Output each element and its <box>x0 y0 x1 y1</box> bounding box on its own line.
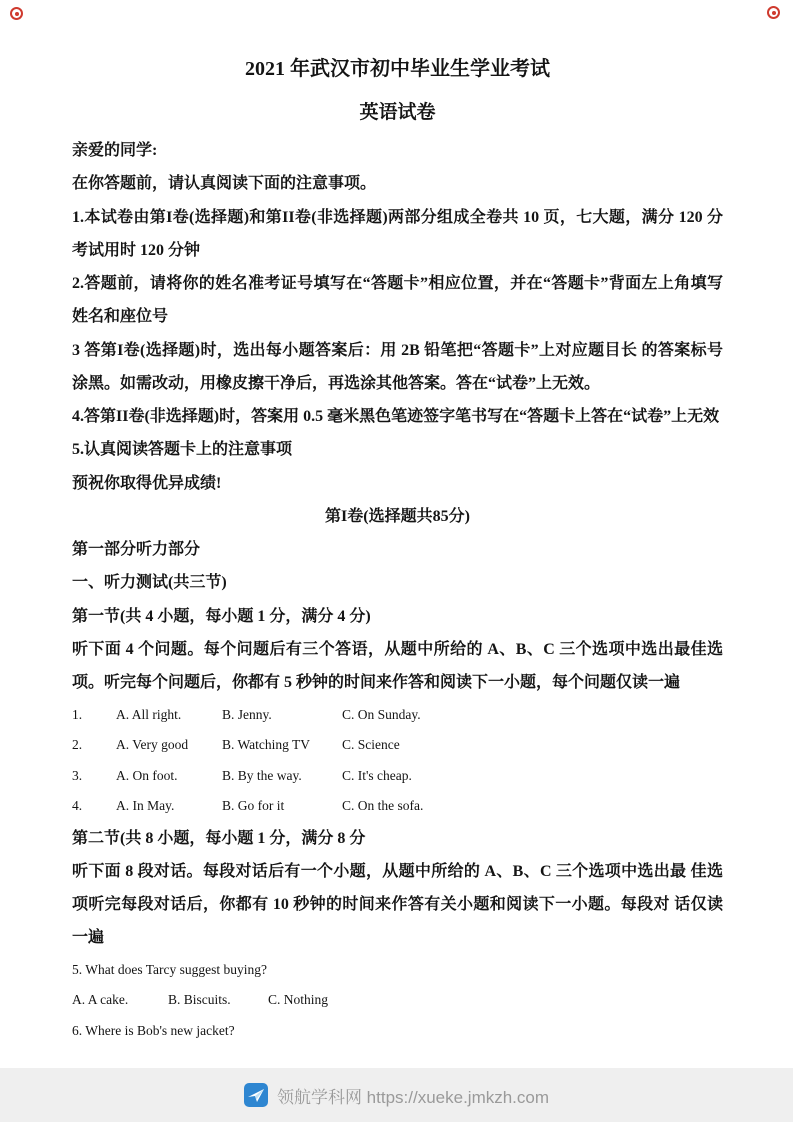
option-b: B. Jenny. <box>222 706 272 722</box>
part1-heading: 第一部分听力部分 <box>72 541 201 559</box>
question-number: 1. <box>72 706 83 722</box>
notice-3: 3 答第I卷(选择题)时，选出每小题答案后：用 2B 铅笔把“答题卡”上对应题目长 的答案标号涂黑。如需改动，用橡皮擦干净后，再选涂其他答案。答在“试卷”上无效。 <box>72 341 723 392</box>
notice-2: 2.答题前，请将你的姓名准考证号填写在“答题卡”相应位置，并在“答题卡”背面左上角填写姓名和座位号 <box>72 275 723 326</box>
good-luck-line: 预祝你取得优异成绩! <box>72 474 222 492</box>
listening-heading: 一、听力测试(共三节) <box>72 574 227 592</box>
option-c: C. Nothing <box>268 992 329 1008</box>
option-b: B. Go for it <box>222 798 285 814</box>
section2-instruction: 听下面 8 段对话。每段对话后有一个小题，从题中所给的 A、B、C 三个选项中选出最 佳选项听完每段对话后，你都有 10 秒钟的时间来作答有关小题和阅读下一小题。每段对 话仅读一遍 <box>72 862 723 947</box>
footer-watermark-bar <box>0 1068 793 1122</box>
greeting-line: 亲爱的同学: <box>72 142 158 159</box>
option-c: C. It's cheap. <box>342 767 412 783</box>
section1-heading: 第一节(共 4 小题，每小题 1 分，满分 4 分) <box>72 607 371 625</box>
question-row-4 <box>72 791 723 822</box>
section2-heading: 第二节(共 8 小题，每小题 1 分，满分 8 分 <box>72 829 366 847</box>
option-b: B. Watching TV <box>222 737 311 753</box>
question-5: 5. What does Tarcy suggest buying? <box>72 961 268 977</box>
option-c: C. On the sofa. <box>342 798 424 814</box>
option-a: A. Very good <box>116 737 189 753</box>
read-carefully-note: 在你答题前，请认真阅读下面的注意事项。 <box>72 175 377 193</box>
site-logo-icon <box>244 1083 268 1107</box>
question-row-3 <box>72 761 723 792</box>
option-a: A. On foot. <box>116 767 178 783</box>
option-c: C. On Sunday. <box>342 706 421 722</box>
notice-4: 4.答第II卷(非选择题)时，答案用 0.5 毫米黑色笔迹签字笔书写在“答题卡上答在“试卷”上无效 <box>72 408 720 426</box>
question-number: 4. <box>72 798 83 814</box>
footer-site-text: 领航学科网 https://xueke.jmkzh.com <box>276 1087 550 1107</box>
question-5-options <box>72 985 723 1016</box>
option-a: A. All right. <box>116 706 182 722</box>
red-stamp-icon <box>767 6 780 19</box>
exam-subtitle: 英语试卷 <box>359 102 436 123</box>
question-number: 2. <box>72 737 83 753</box>
option-b: B. By the way. <box>222 767 302 783</box>
notice-5: 5.认真阅读答题卡上的注意事项 <box>72 441 293 459</box>
section1-instruction: 听下面 4 个问题。每个问题后有三个答语，从题中所给的 A、B、C 三个选项中选出最佳选项。听完每个问题后，你都有 5 秒钟的时间来作答和阅读下一小题，每个问题仅读一遍 <box>72 640 723 692</box>
notice-1: 1.本试卷由第I卷(选择题)和第II卷(非选择题)两部分组成全卷共 10 页，七大题，满分 120 分 考试用时 120 分钟 <box>72 208 723 259</box>
question-row-1 <box>72 700 723 731</box>
option-c: C. Science <box>342 737 400 753</box>
question-row-2 <box>72 730 723 761</box>
exam-title: 2021 年武汉市初中毕业生学业考试 <box>245 58 550 80</box>
volume-heading: 第I卷(选择题共85分) <box>325 507 470 525</box>
question-number: 3. <box>72 767 83 783</box>
option-a: A. In May. <box>116 798 175 814</box>
option-b: B. Biscuits. <box>168 992 231 1008</box>
question-6: 6. Where is Bob's new jacket? <box>72 1022 235 1038</box>
option-a: A. A cake. <box>72 992 129 1008</box>
red-stamp-icon <box>10 7 23 20</box>
